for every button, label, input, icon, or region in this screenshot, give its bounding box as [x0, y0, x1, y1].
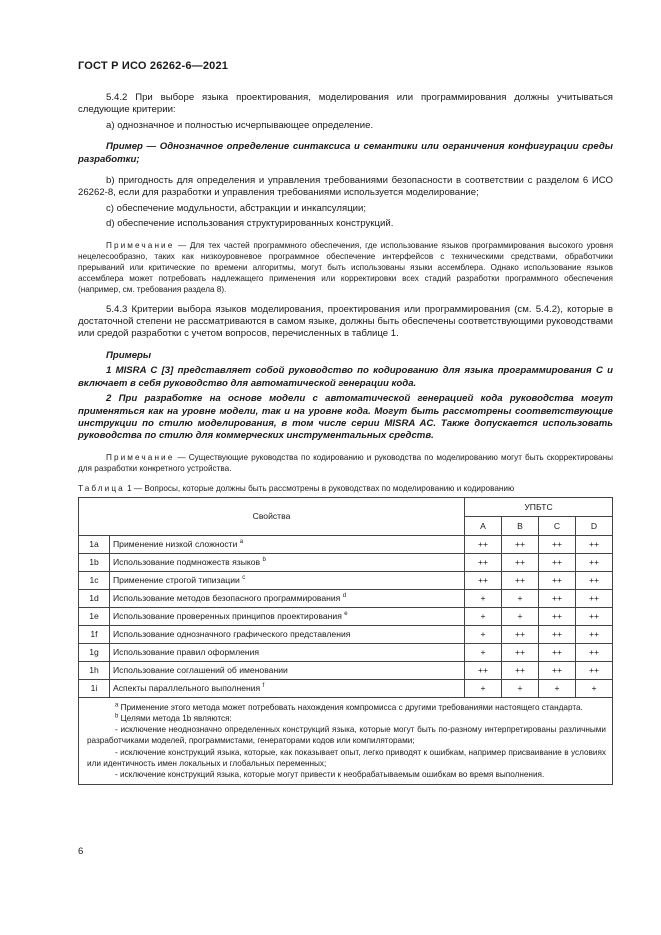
row-id: 1c [79, 571, 110, 589]
criterion-c: c) обеспечение модульности, абстракции и инкапсуляции; [106, 202, 367, 214]
table-row [79, 553, 613, 571]
row-property [110, 535, 465, 553]
row-property-text: Использование проверенных принципов проектирования [113, 611, 342, 622]
note-1 [78, 240, 613, 295]
row-level-value: ++ [576, 607, 613, 625]
example-1: 1 MISRA C [3] представляет собой руководство по кодированию для языка программирования C и включает в себя руководство для автоматической генерации кода. [78, 365, 613, 389]
footnote-ref: d [342, 593, 347, 600]
criterion-d: d) обеспечение использования структурированных конструкций. [106, 218, 394, 230]
row-level-value: + [465, 643, 502, 661]
row-property-text: Аспекты параллельного выполнения [113, 683, 261, 694]
row-level-value: ++ [576, 643, 613, 661]
row-level-value: ++ [539, 607, 576, 625]
row-id: 1h [79, 661, 110, 679]
row-property [110, 571, 465, 589]
table-row [79, 661, 613, 679]
row-level-value: ++ [465, 535, 502, 553]
footnote-ref: b [262, 557, 266, 564]
table-row [79, 571, 613, 589]
row-property [110, 625, 465, 643]
table-caption-text: 1 — Вопросы, которые должны быть рассмотрены в руководствах по моделированию и кодированию [124, 483, 515, 493]
row-level-value: + [465, 607, 502, 625]
row-level-value: + [502, 679, 539, 697]
row-property [110, 661, 465, 679]
row-id: 1a [79, 535, 110, 553]
row-property-text: Использование соглашений об именовании [113, 665, 288, 676]
row-level-value: ++ [539, 661, 576, 679]
row-level-value: ++ [465, 661, 502, 679]
footnote-ref: a [239, 539, 244, 546]
criterion-a: a) однозначное и полностью исчерпывающее определение. [106, 119, 374, 131]
row-level-value: ++ [465, 571, 502, 589]
page-number: 6 [78, 846, 84, 857]
row-level-value: ++ [576, 625, 613, 643]
footnote-b [87, 713, 606, 724]
row-level-value: + [465, 589, 502, 607]
row-id: 1b [79, 553, 110, 571]
note-2 [78, 452, 613, 474]
criterion-b: b) пригодность для определения и управления требованиями безопасности в соответствии с разделом 6 ИСО 26262-8, если для разработки и управления требованиями используется моделирование; [78, 175, 613, 199]
row-level-value: + [576, 679, 613, 697]
col-header-level: C [539, 516, 576, 535]
footnote-ref: c [242, 575, 246, 582]
table-caption [78, 483, 613, 494]
paragraph-5-4-2: 5.4.2 При выборе языка проектирования, моделирования или программирования должны учитываться следующие критерии: [78, 92, 613, 116]
row-property [110, 643, 465, 661]
note-2-label: Примечание [106, 452, 175, 462]
row-level-value: ++ [539, 643, 576, 661]
row-property-text: Использование однозначного графического представления [113, 629, 351, 640]
row-level-value: ++ [502, 535, 539, 553]
row-property-text: Использование подмножеств языков [113, 557, 261, 568]
col-header-level: B [502, 516, 539, 535]
row-level-value: ++ [502, 553, 539, 571]
row-level-value: + [465, 679, 502, 697]
note-1-label: Примечание [106, 240, 175, 250]
col-header-asil: УПБТС [465, 497, 613, 516]
table-row [79, 589, 613, 607]
table-footnotes [79, 697, 613, 784]
row-property-text: Использование методов безопасного программирования [113, 593, 341, 604]
row-level-value: ++ [539, 625, 576, 643]
row-level-value: + [502, 589, 539, 607]
footnote-b-item: - исключение конструкций языка, которые, как показывает опыт, легко приводят к ошибкам, например присваивание в условиях или идентичность имен локальных и глобальных переменных; [87, 747, 606, 768]
footnote-b-text: Целями метода 1b являются: [118, 713, 232, 723]
row-level-value: ++ [539, 571, 576, 589]
row-id: 1f [79, 625, 110, 643]
row-level-value: ++ [502, 661, 539, 679]
row-id: 1g [79, 643, 110, 661]
row-level-value: + [465, 625, 502, 643]
table-row [79, 535, 613, 553]
row-level-value: + [502, 607, 539, 625]
row-level-value: ++ [576, 535, 613, 553]
col-header-properties: Свойства [79, 497, 465, 535]
row-property-text: Использование правил оформления [113, 647, 260, 658]
row-level-value: ++ [502, 571, 539, 589]
example-2: 2 При разработке на основе модели с автоматической генерацией кода руководства могут применяться как на уровне модели, так и на уровне кода. Могут быть рассмотрены соответствующие инструкции по стилю моделирования, в том числе серии MISRA AC. Также допускается использовать руководства по стилю для коммерческих инструментальных средств. [78, 393, 613, 442]
col-header-level: D [576, 516, 613, 535]
footnote-ref: e [344, 611, 348, 618]
row-id: 1e [79, 607, 110, 625]
page-body [78, 92, 613, 785]
col-header-level: A [465, 516, 502, 535]
note-2-text: — Существующие руководства по кодированию и руководства по моделированию могут быть скорректированы для разработки конкретного устройства. [78, 452, 613, 473]
row-level-value: ++ [539, 535, 576, 553]
footnote-a [87, 702, 606, 713]
row-level-value: ++ [502, 643, 539, 661]
row-level-value: ++ [539, 589, 576, 607]
row-property-text: Применение низкой сложности [113, 539, 238, 550]
row-level-value: + [539, 679, 576, 697]
row-level-value: ++ [576, 553, 613, 571]
examples-title: Примеры [106, 349, 152, 361]
table-row [79, 607, 613, 625]
table-row [79, 679, 613, 697]
footnote-a-text: Применение этого метода может потребовать нахождения компромисса с другими требованиями настоящего стандарта. [118, 702, 583, 712]
row-property [110, 679, 465, 697]
row-level-value: ++ [502, 625, 539, 643]
paragraph-5-4-3: 5.4.3 Критерии выбора языков моделирования, проектирования или программирования (см. 5.4.2), которые в достаточной степени не рассматриваются в самом языке, должны быть обеспечены соответствующими руководствами или средой разработки с учетом вопросов, перечисленных в таблице 1. [78, 303, 613, 340]
footnote-ref: f [262, 683, 265, 690]
row-level-value: ++ [539, 553, 576, 571]
row-level-value: ++ [576, 589, 613, 607]
row-property [110, 607, 465, 625]
table-row [79, 625, 613, 643]
row-property-text: Применение строгой типизации [113, 575, 240, 586]
criteria-table [78, 497, 613, 785]
row-id: 1i [79, 679, 110, 697]
footnote-a-mark: a [115, 701, 119, 708]
example-criterion-a: Пример — Однозначное определение синтаксиса и семантики или ограничения конфигурации среды разработки; [78, 141, 613, 165]
footnote-b-item: - исключение неоднозначно определенных конструкций языка, которые могут быть по-разному интерпретированы различными разработчиками моделей, программистами, генераторами кодов или компиляторами; [87, 725, 606, 746]
footnote-b-mark: b [115, 713, 119, 720]
row-id: 1d [79, 589, 110, 607]
table-row [79, 643, 613, 661]
row-level-value: ++ [465, 553, 502, 571]
note-1-text: — Для тех частей программного обеспечения, где использование языков программирования высокого уровня нецелесообразно, таких как низкоуровневое программное обеспечение интерфейсов с техническими средствами, обработчики прерываний или критические по времени алгоритмы, могут быть использованы языки ассемблера. Однако использование языков ассемблера может потребовать надлежащего применения или корректировки всех стадий разработки программного обеспечения (например, см. требования раздела 8). [78, 240, 613, 294]
footnote-b-item: - исключение конструкций языка, которые могут привести к необрабатываемым ошибкам во время выполнения. [115, 769, 545, 779]
row-property [110, 553, 465, 571]
row-level-value: ++ [576, 571, 613, 589]
table-caption-label: Таблица [78, 483, 125, 493]
standard-header: ГОСТ Р ИСО 26262-6—2021 [78, 60, 229, 72]
row-level-value: ++ [576, 661, 613, 679]
row-property [110, 589, 465, 607]
